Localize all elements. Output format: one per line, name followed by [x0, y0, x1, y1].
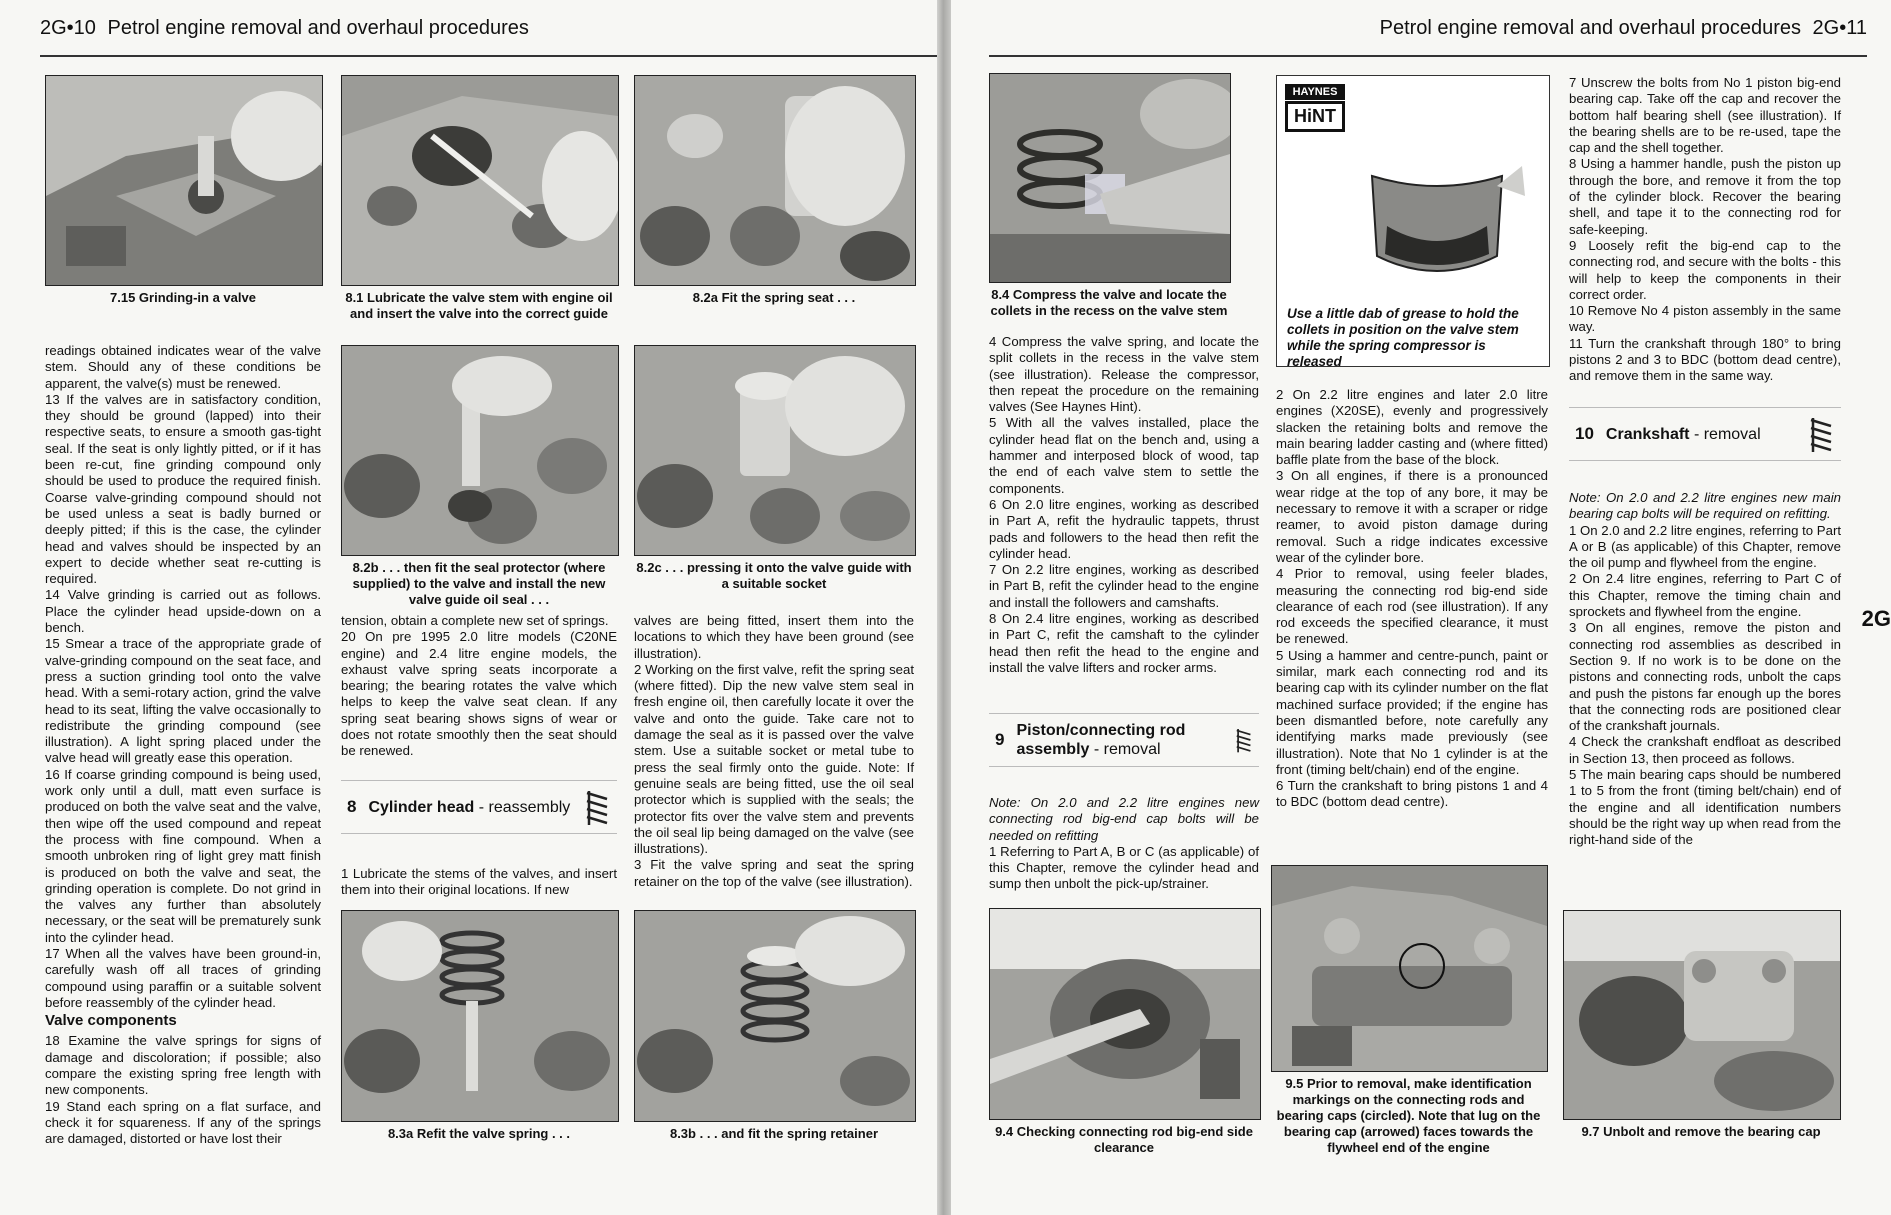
photo-8-2c — [634, 345, 916, 556]
left-col1-p0: readings obtained indicates wear of the valve stem. Should any of these conditions be apparent, the valve(s) must be renewed. — [45, 343, 321, 391]
right-col1-p3: 7 On 2.2 litre engines, working as described in Part B, refit the cylinder head to the engine and install the followers and camshafts. — [989, 562, 1259, 610]
section-10-title-suffix: - removal — [1689, 425, 1761, 443]
right-header-rule — [989, 55, 1867, 57]
right-col2-p3: 5 Using a hammer and centre-punch, paint or similar, mark each connecting rod and its bearing cap with its cylinder number on the flat machined surface provided; if the engine has been dismantled before, note carefully any identifying marks made previously (see illustration). Note that No 1 cylinder is at the front (timing belt/chain) end of the engine. — [1276, 647, 1548, 777]
section-8-heading — [341, 780, 617, 834]
section-9-note: Note: On 2.0 and 2.2 litre engines new connecting rod big-end cap bolts will be needed on refitting — [989, 795, 1259, 843]
caption-9-7: 9.7 Unbolt and remove the bearing cap — [1581, 1124, 1821, 1139]
left-col2-p0: tension, obtain a complete new set of springs. — [341, 613, 609, 628]
left-col2b-p0: 1 Lubricate the stems of the valves, and insert them into their original locations. If new — [341, 866, 617, 898]
hint-logo-text: HiNT — [1285, 101, 1345, 132]
section-10-title-main: Crankshaft — [1605, 425, 1690, 443]
right-col3-text — [1569, 75, 1841, 385]
left-col2b-text — [341, 866, 617, 899]
haynes-hint-box — [1276, 75, 1550, 367]
photo-8-2a — [634, 75, 916, 286]
right-col2-p1: 3 On all engines, if there is a pronounced wear ridge at the top of any bore, it may be necessary to remove it with a scraper or ridge reamer, to avoid piston damage during removal. Such a ridge indicates excessive wear of the cylinder bore. — [1276, 468, 1548, 565]
right-col3b-p4: 5 The main bearing caps should be numbered 1 to 5 from the front (timing belt/chain) end of the engine and all identification numbers should be the right way up when read from the right-hand side of the — [1569, 767, 1841, 848]
left-col2-p1: 20 On pre 1995 2.0 litre models (C20NE engine) and 2.4 litre engine models, the exhaust valve spring seats incorporate a bearing; the bearing rotates the valve which helps to keep the valve seat clean. If any spring seat bearing shows signs of wear or does not rotate smoothly then the seat should be renewed. — [341, 629, 617, 759]
right-col3b-text — [1569, 490, 1841, 849]
right-col3-p2: 9 Loosely refit the big-end cap to the connecting rod, and secure with the bolts - this will help to keep the components in their correct order. — [1569, 237, 1841, 302]
left-col1-p5: 17 When all the valves have been ground-in, carefully wash off all traces of grinding compound using paraffin or a suitable solvent before reassembly of the cylinder head. — [45, 945, 321, 1010]
right-col1-p1: 5 With all the valves installed, place the cylinder head flat on the bench and, using a hammer and interposed block of wood, tap the end of each valve stem to settle the components. — [989, 415, 1259, 496]
caption-8-4: 8.4 Compress the valve and locate the collets in the recess on the valve stem — [990, 287, 1228, 318]
book-gutter — [937, 0, 951, 1215]
section-9-number: 9 — [995, 730, 1005, 749]
caption-7-15: 7.15 Grinding-in a valve — [110, 290, 256, 305]
section-9-title — [1016, 721, 1233, 759]
left-page — [0, 0, 937, 1215]
right-col3b-p1: 2 On 2.4 litre engines, referring to Part C of this Chapter, remove the timing chain and sprockets and flywheel from the engine. — [1569, 571, 1841, 620]
haynes-logo-text: HAYNES — [1285, 84, 1345, 101]
section-8-number: 8 — [347, 797, 357, 816]
section-8-title-suffix: - reassembly — [474, 798, 571, 816]
right-col1-p4: 8 On 2.4 litre engines, working as described in Part C, refit the camshaft to the cylinder head then refit the head to the engine and install the valve lifters and rocker arms. — [989, 611, 1259, 675]
right-col2-p4: 6 Turn the crankshaft to bring pistons 1 and 4 to BDC (bottom dead centre). — [1276, 778, 1548, 810]
photo-8-3b — [634, 910, 916, 1122]
right-col3-p4: 11 Turn the crankshaft through 180° to bring pistons 2 and 3 to BDC (bottom dead centre), and remove them in the same way. — [1569, 335, 1841, 384]
section-10-number: 10 — [1575, 424, 1594, 443]
section-10-title — [1606, 425, 1761, 444]
caption-8-3a: 8.3a Refit the valve spring . . . — [387, 1126, 571, 1141]
photo-9-7 — [1563, 910, 1841, 1120]
caption-8-2b: 8.2b . . . then fit the seal protector (where supplied) to the valve and install the new valve guide oil seal . . . — [352, 560, 606, 607]
right-col1b-text — [989, 795, 1259, 893]
left-col3-text — [634, 613, 914, 890]
right-col3-p1: 8 Using a hammer handle, push the piston up through the bore, and remove it from the top of the cylinder block. Recover the bearing shell, and tape it to the connecting rod for safe-keeping. — [1569, 156, 1841, 237]
left-col1-p3: 15 Smear a trace of the appropriate grade of valve-grinding compound on the seat face, and press a suction grinding tool onto the valve head. With a semi-rotary action, grind the valve head to its seat, lifting the valve occasionally to redistribute the grinding compound (see illustration). A light spring placed under the valve head will greatly ease this operation. — [45, 636, 321, 766]
caption-8-1: 8.1 Lubricate the valve stem with engine oil and insert the valve into the correct guide — [345, 290, 613, 321]
caption-8-2c: 8.2c . . . pressing it onto the valve guide with a suitable socket — [636, 560, 912, 591]
left-header — [40, 16, 529, 40]
right-col2-p2: 4 Prior to removal, using feeler blades, measuring the connecting rod big-end side clearance of each rod (see illustration). If any rod exceeds the specified clearance, it must be renewed. — [1276, 566, 1548, 647]
photo-8-4 — [989, 73, 1231, 283]
caption-8-2a: 8.2a Fit the spring seat . . . — [692, 290, 856, 305]
left-col3-p2: 3 Fit the valve spring and seat the spring retainer on the top of the valve (see illustration). — [634, 857, 914, 889]
left-header-title: Petrol engine removal and overhaul procedures — [107, 17, 529, 39]
right-col3-p3: 10 Remove No 4 piston assembly in the same way. — [1569, 303, 1841, 335]
left-col1-p2: 14 Valve grinding is carried out as follows. Place the cylinder head upside-down on a bench. — [45, 587, 321, 636]
wrench-rating-icon — [1234, 720, 1253, 760]
right-col3-p0: 7 Unscrew the bolts from No 1 piston big-end bearing cap. Take off the cap and recover the bottom half bearing shell (see illustration). If the bearing shells are to be re-used, tape the cap and the shell together. — [1569, 75, 1841, 156]
caption-9-4: 9.4 Checking connecting rod big-end side clearance — [995, 1124, 1253, 1155]
caption-9-5: 9.5 Prior to removal, make identification markings on the connecting rods and bearing caps (circled). Note that lug on the bearing cap (arrowed) faces towards the flywheel end of the engine — [1276, 1076, 1541, 1155]
left-col1-p1: 13 If the valves are in satisfactory condition, they should be ground (lapped) into their respective seats, to ensure a smooth gas-tight seal. If the seat is only lightly pitted, or if it has been re-cut, fine grinding compound only should be used to produce the required finish. Coarse valve-grinding compound should not be used unless a seat is badly burned or deeply pitted; if this is the case, the cylinder head and valves should be inspected by an expert to decide whether seat re-cutting is required. — [45, 391, 321, 587]
left-col3-p0: valves are being fitted, insert them into the locations to which they have been ground (see illustration). — [634, 613, 914, 661]
left-col1-text — [45, 343, 321, 1148]
section-10-heading — [1569, 407, 1841, 461]
left-col3-p1: 2 Working on the first valve, refit the spring seat (where fitted). Dip the new valve stem seal in fresh engine oil, then carefully locate it over the valve and onto the guide. Take care not to damage the seal as it is passed over the valve stem. Use a suitable socket or metal tube to press the seal firmly onto the guide. Note: If genuine seals are being fitted, use the oil seal protector which is supplied with the seals; the protector fits over the valve stem and prevents the oil seal lip being damaged on the valve (see illustrations). — [634, 661, 914, 857]
caption-8-3b: 8.3b . . . and fit the spring retainer — [669, 1126, 879, 1141]
hint-text: Use a little dab of grease to hold the collets in position on the valve stem while the spring compressor is released — [1287, 306, 1519, 369]
right-page — [951, 0, 1891, 1215]
photo-7-15 — [45, 75, 323, 286]
hint-photo-collet — [1347, 126, 1527, 296]
right-col3b-p0: 1 On 2.0 and 2.2 litre engines, referring to Part A or B (as applicable) of this Chapter, remove the oil pump and flywheel from the engine. — [1569, 522, 1841, 571]
wrench-rating-icon — [583, 787, 611, 827]
section-9-title-main: Piston/connecting rod assembly — [1016, 722, 1186, 758]
right-col3b-p3: 4 Check the crankshaft endfloat as described in Section 13, then proceed as follows. — [1569, 734, 1841, 766]
left-col2-text — [341, 613, 617, 760]
right-col2-p0: 2 On 2.2 litre engines and later 2.0 litre engines (X20SE), evenly and progressively slacken the retaining bolts and remove the main bearing ladder casting and (where fitted) baffle plate from the base of the block. — [1276, 387, 1548, 468]
photo-9-4 — [989, 908, 1261, 1120]
right-col2-text — [1276, 387, 1548, 811]
photo-8-2b — [341, 345, 619, 556]
right-col3b-p2: 3 On all engines, remove the piston and connecting rod assemblies as described in Section 9. If no work is to be done on the pistons and connecting rods, unbolt the caps and push the pistons far enough up the bores that the connecting rods are positioned clear of the crankshaft journals. — [1569, 620, 1841, 734]
section-8-title-main: Cylinder head — [368, 798, 475, 816]
left-col1b-p1: 19 Stand each spring on a flat surface, and check it for squareness. If any of the springs are damaged, distorted or have lost their — [45, 1098, 321, 1147]
right-col1-p2: 6 On 2.0 litre engines, working as described in Part A, refit the hydraulic tappets, thrust pads and followers to the head then refit the cylinder head. — [989, 496, 1259, 561]
photo-8-3a — [341, 910, 619, 1122]
section-8-title — [368, 798, 570, 817]
right-col1-text — [989, 334, 1259, 676]
left-col1-p4: 16 If coarse grinding compound is being used, work only until a dull, matt even surface is produced on both the valve seat and the valve, then wipe off the used compound and repeat the process with fine compound. When a smooth unbroken ring of light grey matt finish is produced on both the valve and seat, the grinding operation is complete. Do not grind in the valves any further than absolutely necessary, or the seat will be prematurely sunk into the cylinder head. — [45, 766, 321, 945]
photo-9-5 — [1271, 865, 1548, 1072]
right-header — [1380, 16, 1867, 40]
right-col1-p0: 4 Compress the valve spring, and locate the split collets in the recess in the valve stem (see illustration). Release the compressor, then repeat the procedure on the remaining valves (See Haynes Hint). — [989, 334, 1259, 415]
left-header-rule — [40, 55, 937, 57]
photo-8-1 — [341, 75, 619, 286]
valve-components-heading: Valve components — [45, 1012, 177, 1030]
section-9-title-suffix: - removal — [1089, 741, 1161, 758]
section-10-note: Note: On 2.0 and 2.2 litre engines new main bearing cap bolts will be required on refitting. — [1569, 490, 1841, 522]
right-page-number: 2G•11 — [1812, 17, 1867, 39]
left-page-number: 2G•10 — [40, 17, 96, 39]
section-9-heading — [989, 713, 1259, 767]
right-header-title: Petrol engine removal and overhaul procedures — [1379, 17, 1801, 39]
left-col1b-p0: 18 Examine the valve springs for signs of damage and discoloration; if possible; also compare the existing spring free length with new components. — [45, 1033, 321, 1098]
chapter-tab: 2G — [1861, 606, 1891, 631]
right-col1b-p0: 1 Referring to Part A, B or C (as applicable) of this Chapter, remove the cylinder head and sump then unbolt the pick-up/strainer. — [989, 843, 1259, 892]
wrench-rating-icon — [1807, 414, 1835, 454]
haynes-hint-logo — [1285, 84, 1345, 132]
